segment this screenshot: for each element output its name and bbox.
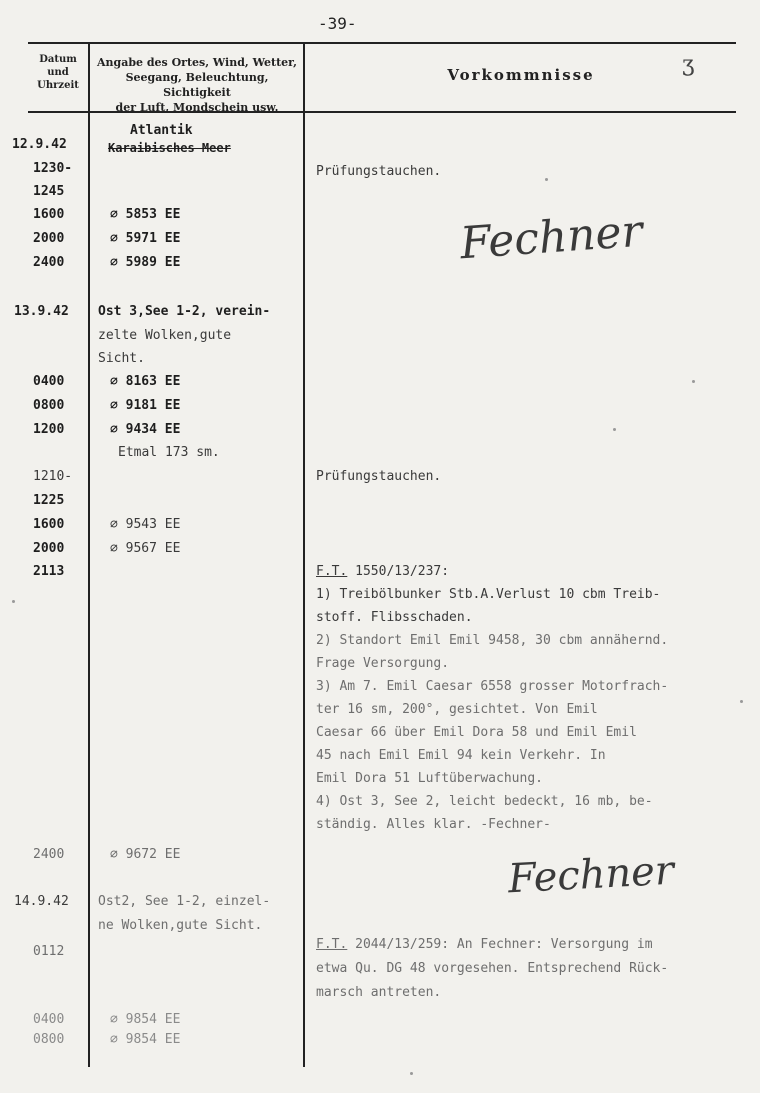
time-1600: 1600 [33,207,65,222]
date-14-9-42: 14.9.42 [14,894,69,909]
header-datum-line3: Uhrzeit [37,80,79,91]
scan-speck [410,1072,413,1075]
ft-line-1: 1) Treibölbunker Stb.A.Verlust 10 cbm Treib- [316,587,661,602]
time-2400: 2400 [33,255,65,270]
ft-line-10: 4) Ost 3, See 2, leicht bedeckt, 16 mb, be- [316,794,653,809]
pos-9672: ⌀ 9672 EE [110,847,181,862]
ft-label-1: F.T. [316,564,348,579]
scan-speck [545,178,548,181]
place-struck: Karaibisches Meer [108,141,231,155]
place-atlantik: Atlantik [130,123,193,138]
ft-line-3: 2) Standort Emil Emil 9458, 30 cbm annähernd. [316,633,669,648]
event-pruefungstauchen-1: Prüfungstauchen. [316,164,442,179]
header-ort [92,55,302,115]
ft-label-2: F.T. [316,937,348,952]
header-ort-line3: der Luft, Mondschein usw. [115,101,279,114]
time-2000b: 2000 [33,541,65,556]
time-2113: 2113 [33,564,65,579]
header-ort-line1: Angabe des Ortes, Wind, Wetter, [96,56,298,69]
ft-line-9: Emil Dora 51 Luftüberwachung. [316,771,543,786]
pos-8163: ⌀ 8163 EE [110,374,181,389]
page-number: -39- [318,14,357,33]
header-datum [30,53,86,92]
ft-2044-header [316,936,653,954]
ft-line-7: Caesar 66 über Emil Dora 58 und Emil Emil [316,725,637,740]
time-2000: 2000 [33,231,65,246]
weather-14-9-b: ne Wolken,gute Sicht. [98,918,263,933]
time-0800b: 0800 [33,1032,65,1047]
ft-line-6: ter 16 sm, 200°, gesichtet. Von Emil [316,702,598,717]
ft-line-11: ständig. Alles klar. -Fechner- [316,817,551,832]
ft-line-5: 3) Am 7. Emil Caesar 6558 grosser Motorfrach- [316,679,669,694]
signature-1: Fechner [458,205,645,270]
header-datum-line1: Datum [39,54,77,65]
pos-5853: ⌀ 5853 EE [110,207,181,222]
table-top-rule [28,42,736,44]
date-12-9-42: 12.9.42 [12,137,67,152]
ft-2044-number: 2044/13/259: An Fechner: Versorgung im [347,937,653,952]
ft-line-8: 45 nach Emil Emil 94 kein Verkehr. In [316,748,606,763]
time-0400b: 0400 [33,1012,65,1027]
header-vorkommnisse: Vorkommnisse [447,66,595,84]
column-divider-2 [303,42,305,1067]
time-0800: 0800 [33,398,65,413]
event-pruefungstauchen-2: Prüfungstauchen. [316,469,442,484]
ft-line-4: Frage Versorgung. [316,656,450,671]
header-datum-line2: und [47,67,69,78]
pos-9567: ⌀ 9567 EE [110,541,181,556]
pos-9854-b: ⌀ 9854 EE [110,1032,181,1047]
time-0400: 0400 [33,374,65,389]
column-divider-1 [88,42,90,1067]
scan-speck [692,380,695,383]
pos-5971: ⌀ 5971 EE [110,231,181,246]
scan-speck [613,428,616,431]
time-1200: 1200 [33,422,65,437]
pos-5989: ⌀ 5989 EE [110,255,181,270]
scan-speck [12,600,15,603]
weather-13-9-b: zelte Wolken,gute [98,328,232,343]
date-13-9-42: 13.9.42 [14,304,69,319]
margin-mark: ʒ [682,52,695,77]
time-1210: 1210- [33,469,73,484]
scan-speck [740,700,743,703]
time-2400b: 2400 [33,847,65,862]
pos-9854-a: ⌀ 9854 EE [110,1012,181,1027]
etmal: Etmal 173 sm. [118,445,220,460]
ft-1550-number: 1550/13/237: [347,564,450,579]
ft-2044-line-3: marsch antreten. [316,985,442,1000]
weather-13-9-c: Sicht. [98,351,145,366]
weather-13-9-a: Ost 3,See 1-2, verein- [98,304,271,319]
time-1225: 1225 [33,493,65,508]
ft-2044-line-2: etwa Qu. DG 48 vorgesehen. Entsprechend Rück- [316,961,669,976]
time-0112: 0112 [33,944,65,959]
ft-1550-header [316,563,449,581]
weather-14-9-a: Ost2, See 1-2, einzel- [98,894,271,909]
time-1230: 1230- [33,161,73,176]
time-1600b: 1600 [33,517,65,532]
pos-9181: ⌀ 9181 EE [110,398,181,413]
signature-2: Fechner [506,847,676,903]
ft-line-2: stoff. Flibsschaden. [316,610,473,625]
pos-9543: ⌀ 9543 EE [110,517,181,532]
header-ort-line2: Seegang, Beleuchtung, Sichtigkeit [125,71,269,99]
pos-9434: ⌀ 9434 EE [110,422,181,437]
time-1245: 1245 [33,184,65,199]
